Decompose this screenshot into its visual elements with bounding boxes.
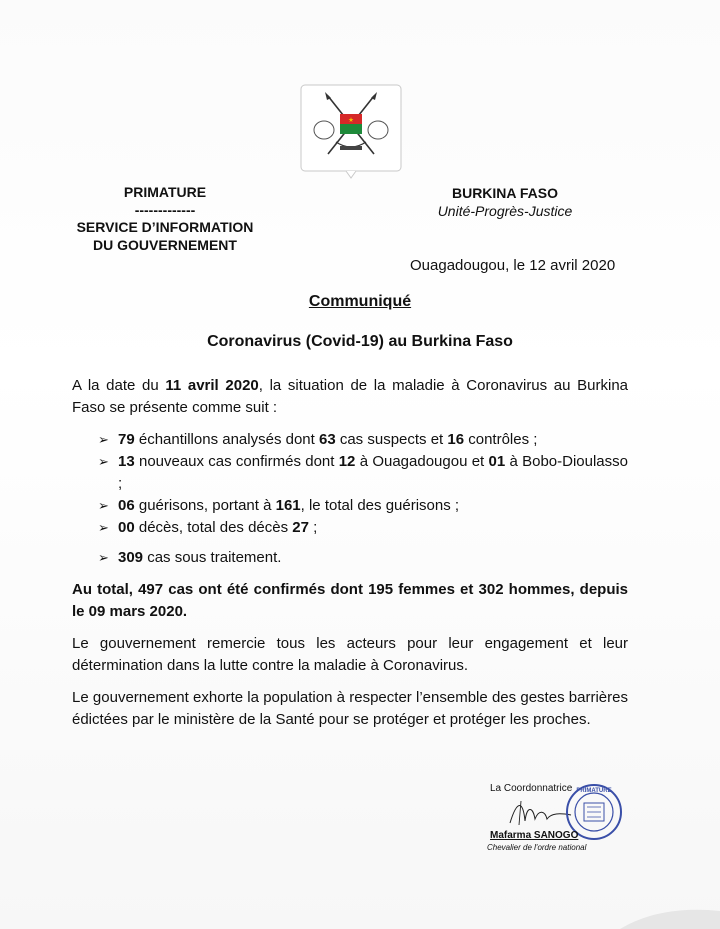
country-block <box>420 184 590 220</box>
country-name: BURKINA FASO <box>451 185 559 201</box>
list-item: ➢ 00 décès, total des décès 27 ; <box>98 517 628 539</box>
issuer-primature: PRIMATURE <box>123 184 207 200</box>
document-title: Communiqué <box>308 293 412 310</box>
signatory-name: Mafarma SANOGO <box>490 830 579 841</box>
arrow-bullet-icon: ➢ <box>98 432 109 447</box>
issuer-separator: ------------- <box>134 201 196 218</box>
arrow-bullet-icon: ➢ <box>98 454 109 469</box>
list-item: ➢ 79 échantillons analysés dont 63 cas suspects et 16 contrôles ; <box>98 429 628 451</box>
arrow-bullet-icon: ➢ <box>98 520 109 535</box>
arrow-bullet-icon: ➢ <box>98 498 109 513</box>
country-motto: Unité-Progrès-Justice <box>437 203 573 219</box>
intro-paragraph: A la date du 11 avril 2020, la situation de la maladie à Coronavirus au Burkina Faso se présente comme suit : <box>72 377 629 416</box>
document-subtitle: Coronavirus (Covid-19) au Burkina Faso <box>207 333 513 350</box>
document-body <box>72 375 628 741</box>
list-item: ➢ 13 nouveaux cas confirmés dont 12 à Ouagadougou et 01 à Bobo-Dioulasso ; <box>98 453 628 492</box>
issuer-government: DU GOUVERNEMENT <box>93 236 237 253</box>
thanks-paragraph: Le gouvernement remercie tous les acteurs pour leur engagement et leur détermination dans la lutte contre la maladie à Coronavirus. <box>72 635 628 674</box>
arrow-bullet-icon: ➢ <box>98 550 109 565</box>
signatory-distinction: Chevalier de l'ordre national <box>487 843 587 852</box>
svg-text:PRIMATURE: PRIMATURE <box>576 788 612 794</box>
signatory-role: La Coordonnatrice <box>490 783 573 794</box>
list-item: ➢ 06 guérisons, portant à 161, le total des guérisons ; <box>98 495 628 517</box>
statistics-list <box>72 429 628 569</box>
total-summary: Au total, 497 cas ont été confirmés dont 195 femmes et 302 hommes, depuis le 09 mars 2020. <box>72 581 628 620</box>
exhortation-paragraph: Le gouvernement exhorte la population à respecter l’ensemble des gestes barrières édictées par le ministère de la Santé pour se protéger et protéger les proches. <box>72 689 628 728</box>
issuer-block <box>60 184 270 254</box>
corner-shadow <box>600 905 720 929</box>
document-date: Ouagadougou, le 12 avril 2020 <box>410 257 616 274</box>
list-item: ➢ 309 cas sous traitement. <box>98 547 628 569</box>
coat-of-arms-emblem <box>300 84 402 180</box>
issuer-service: SERVICE D’INFORMATION <box>76 219 254 235</box>
